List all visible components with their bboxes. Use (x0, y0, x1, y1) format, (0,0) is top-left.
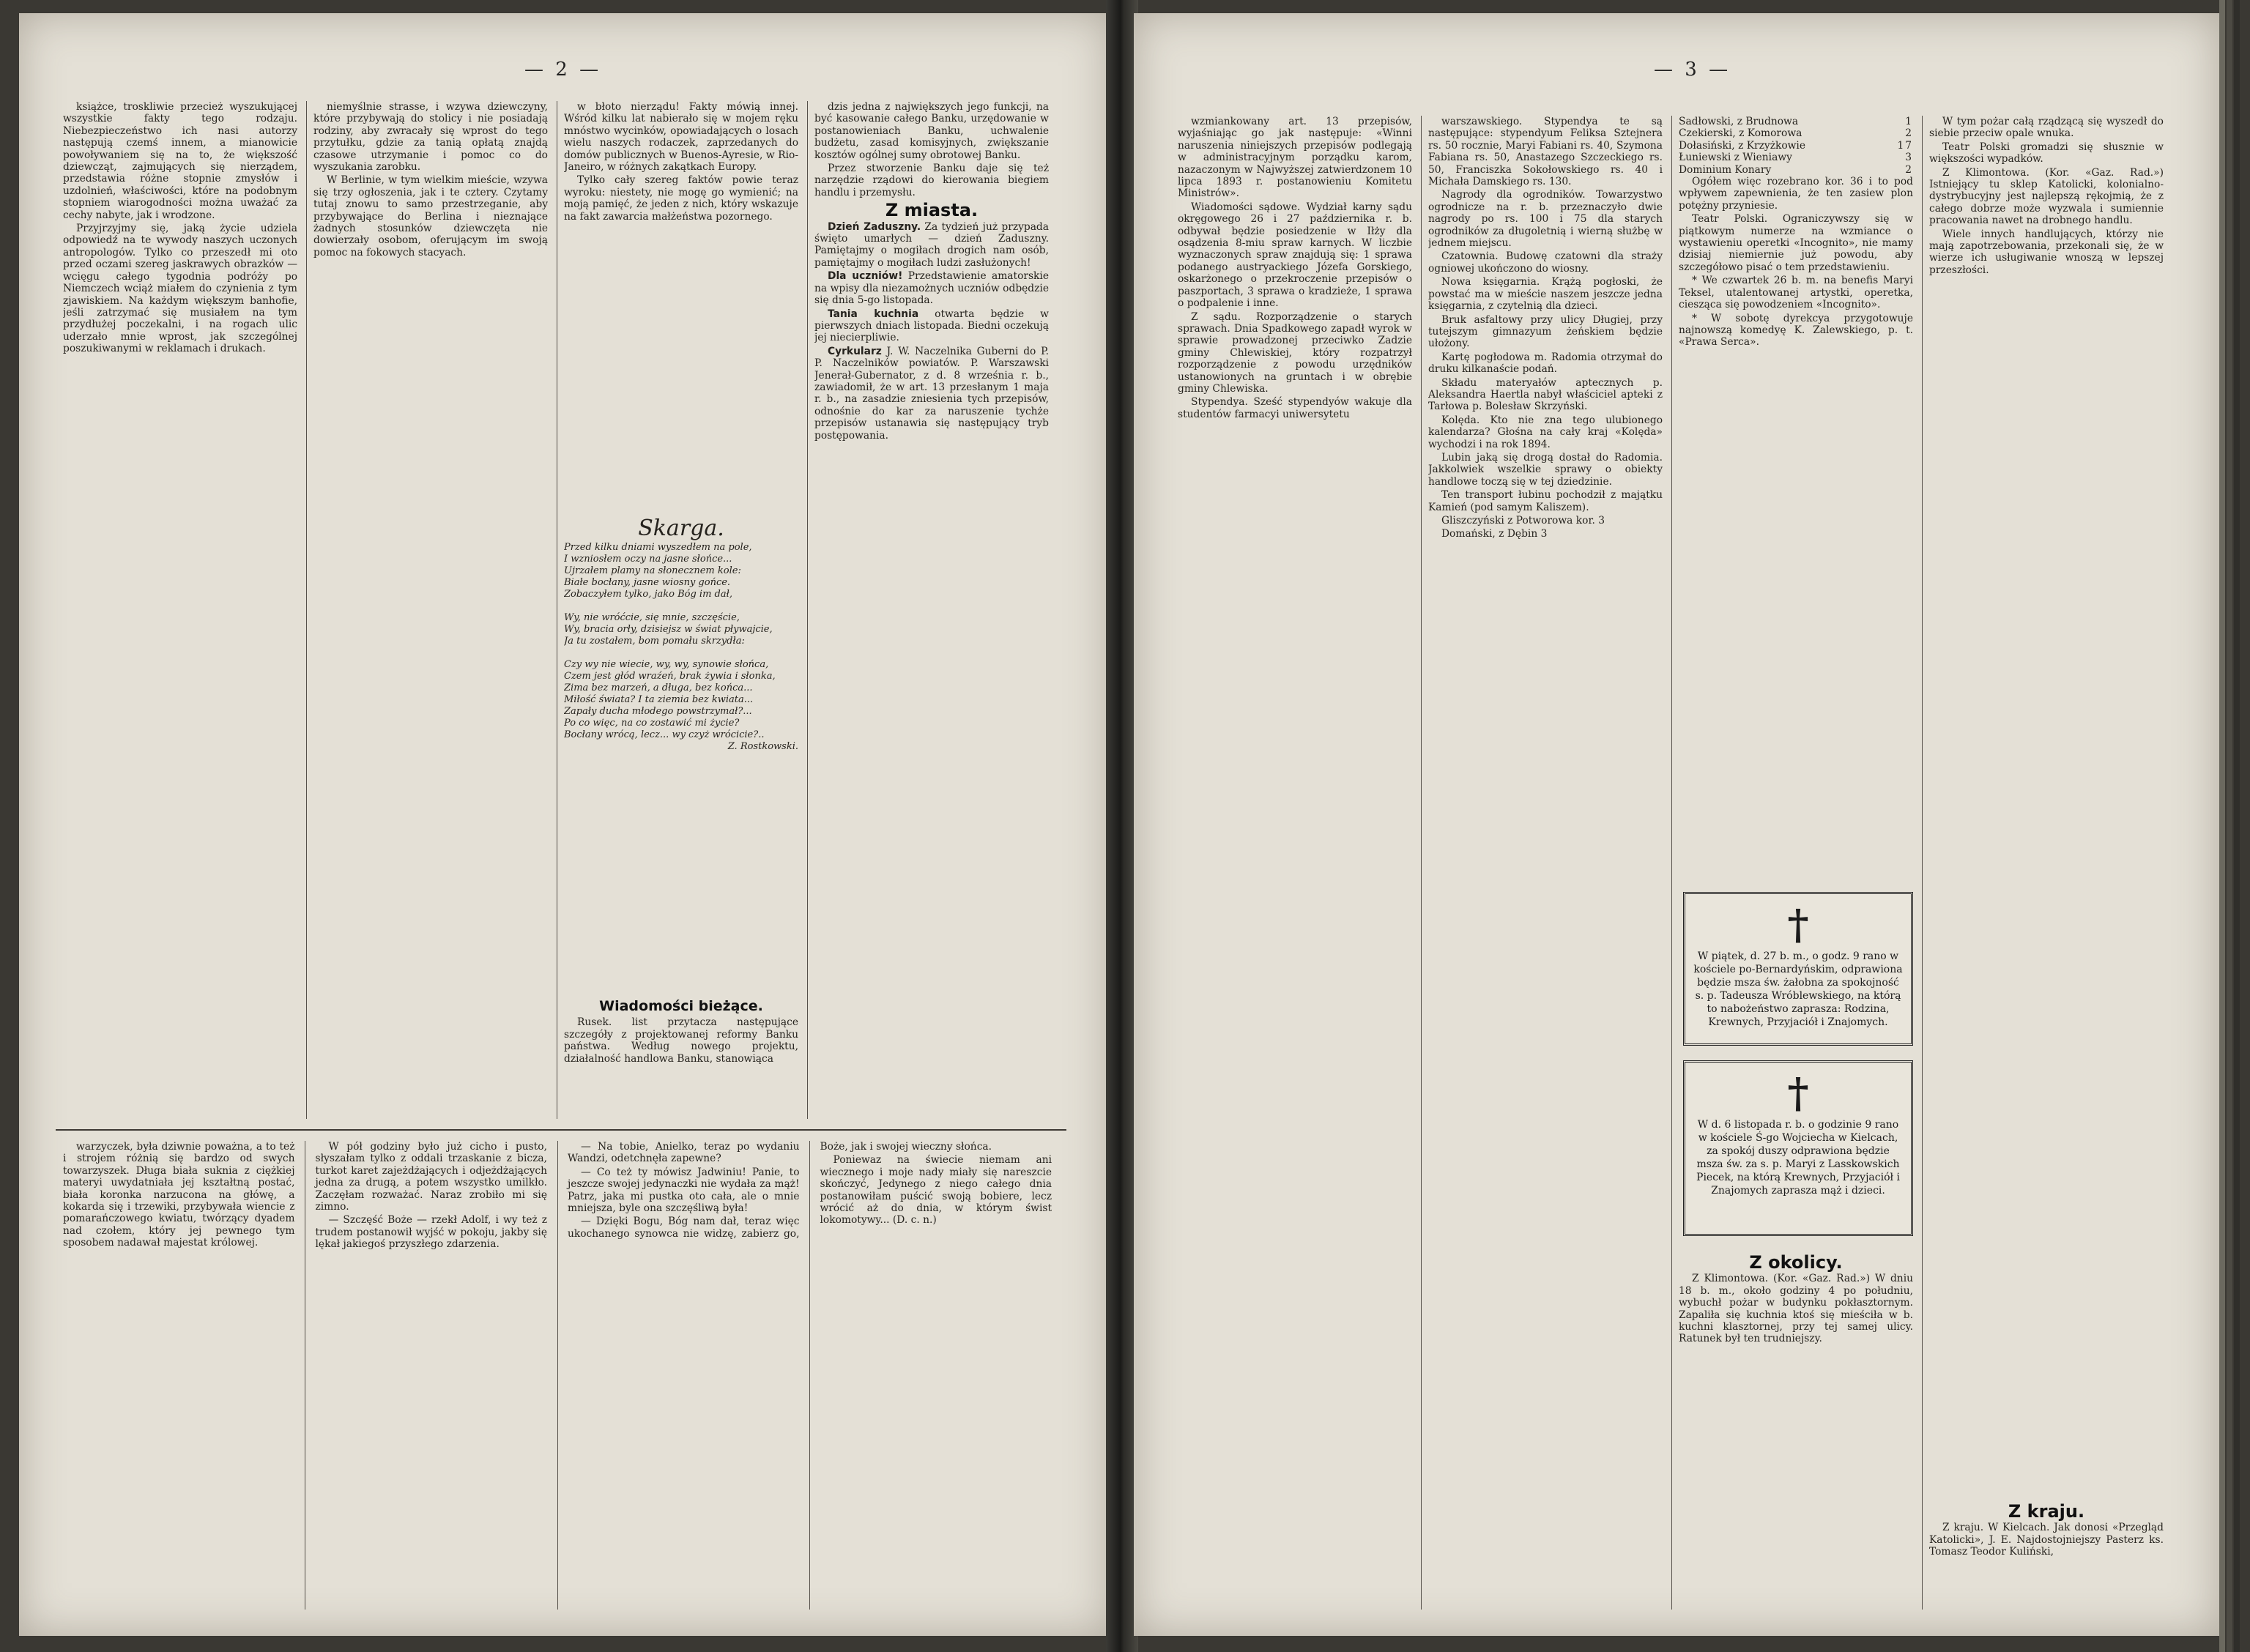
paragraph: książce, troskliwie przecież wyszukującej wszystkie fakty tego rodzaju. Niebezpieczeństwo ich nasi autorzy następują czemś innem, a mianowicie powoływaniem się na to, że większość dziewcząt, zajmujących się nierządem, przedstawia różne stopnie zmysłów i uzdolnień, właściwości, które na podobnym stopniem wiarogodności można uważać za cechy nabyte, jak i wrodzone. (63, 101, 297, 221)
column-rule (1922, 116, 1923, 1610)
paragraph: warzyczek, była dziwnie poważna, a to też i strojem różnią się bardzo od swych towarzyszek. Długa biała suknia z ciężkiej materyi uwydatniała jej kształtną postać, biała koronka narzucona na główę, a kokarda się i trzewiki, przybywała wiencie z pomarańczowego kwiatu, twórzący dyadem nad czołem, który jej pewnego tym sposobem nadawał majestat królowej. (63, 1141, 295, 1249)
notice-text: W d. 6 listopada r. b. o godzinie 9 rano w kościele Ś-go Wojciecha w Kielcach, za spokój duszy odprawiona będzie msza św. za s. p. Maryi z Lasskowskich Piecek, na którą Krewnych, Przyjaciół i Znajomych zaprasza mąż i dzieci. (1696, 1119, 1900, 1197)
paragraph: Tylko cały szereg faktów powie teraz wyroku: niestety, nie mogę go wymienić; na moją pamięć, że jeden z nich, który wskazuje na fakt zawarcia małżeństwa pozornego. (564, 174, 798, 223)
paragraph: Przez stworzenie Banku daje się też narzędzie rządowi do kierowania biegiem handlu i przemysłu. (814, 163, 1049, 198)
news-item-text: J. W. Naczelnika Guberni do P. P. Naczelników powiatów. P. Warszawski Jenerał-Gubernator, z d. 8 września r. b., zawiadomił, że w art. 13 przesłanym 1 maja r. b., na zasadzie zniesienia tych przepisów, odnośnie do kar za naruszenie tychże przepisów ustanawia się następujący tryb postępowania. (814, 345, 1049, 442)
news-item-text: Za tydzień już przypada święto umarłych — dzień Zaduszny. Pamiętajmy o mogiłach drogich nam osób, pamiętajmy o mogiłach ludzi zasłużonych! (814, 220, 1049, 269)
poem-author: Z. Rostkowski. (727, 741, 798, 752)
poem-line: Ja tu zostałem, bom pomału skrzydła: (564, 636, 745, 647)
column-rule (1421, 116, 1422, 1610)
news-item-title: Cyrkularz (828, 345, 882, 357)
right-column-3 (1679, 116, 1913, 877)
news-item (814, 346, 1049, 442)
page-number: — 3 — (1654, 59, 1731, 81)
paragraph: Lubin jaką się drogą dostał do Radomia. Jakkolwiek wszelkie sprawy o obiekty handlowe toczą się w tej dziedzinie. (1428, 451, 1663, 488)
section-heading: Z kraju. (2008, 1501, 2085, 1522)
paragraph: dzis jedna z największych jego funkcji, na być kasowanie całego Banku, urzędowanie w postanowieniach Banku, uchwalenie budżetu, zasad komisyjnych, zwiększanie kosztów ogólnej sumy obrotowej Banku. (814, 101, 1049, 161)
section-heading: Wiadomości bieżące. (599, 998, 763, 1014)
cross-icon: † (1787, 1069, 1809, 1117)
paragraph: — Dzięki Bogu, Bóg nam dał, teraz więc ukochanego synowca nie widzę, zabierz go, Boże, jak i swojej wieczny słońca. (568, 1141, 992, 1240)
news-item-title: Tania kuchnia (828, 308, 919, 320)
page-edge (2227, 0, 2232, 1652)
okolicy-section (1679, 1251, 1913, 1617)
poem-line: I wzniosłem oczy na jasne słońce... (564, 554, 732, 565)
column-rule (807, 101, 808, 1119)
cross-icon: † (1787, 901, 1809, 949)
left-column-1 (63, 101, 297, 1126)
paragraph: W pół godziny było już cicho i pusto, słyszałam tylko z oddali trzaskanie z bicza, turkot karet zajeżdżających i odjeżdżających jedna za drugą, a potem wszystko umilkło. Zaczęłam rozważać. Naraz zrobiło mi się zimno. (315, 1141, 547, 1213)
poem-line: Zima bez marzeń, a długa, bez końca... (564, 682, 753, 693)
left-column-3 (564, 101, 798, 511)
paragraph: Kolęda. Kto nie zna tego ulubionego kalendarza? Głośna na cały kraj «Kolęda» wychodzi i na rok 1894. (1428, 414, 1663, 450)
paragraph: Z Klimontowa. (Kor. «Gaz. Rad.») W dniu 18 b. m., około godziny 4 po południu, wybuchł pożar w budynku pokłasztornym. Zapaliła się kuchnia ktoś się mieściła w b. kuchni klasztornej, przy tej samej ulicy. Ratunek był ten trudniejszy. (1679, 1273, 1913, 1345)
poem-skarga (564, 518, 798, 987)
feuilleton-rule (56, 1129, 1066, 1131)
feuilleton-story (63, 1141, 1052, 1610)
page-edge (2219, 0, 2225, 1652)
paragraph: Przyjrzyjmy się, jaką życie udziela odpowiedź na te wywody naszych uczonych antropologów. Tylko co przeszedł mi oto przed oczami szereg jaskrawych obrazków — wcięgu całego tygodnia podróży po Niemczech wciąż miałem do czynienia z tym zjawiskiem. Na każdym większym banhofie, jeśli zatrzymać się musiałem na tym przydłużej poczekalni, i na rogach ulic uderzało mnie wprost, jak szczególnej poszukiwanymi w reklamach i drukach. (63, 223, 297, 355)
paragraph: Z Klimontowa. (Kor. «Gaz. Rad.») Istniejący tu sklep Katolicki, kolonialno-dystrybucyjny jest najlepszą rękojmią, że z całego dobrze może wyzwala i sumiennie pracowania nawet na drobnego handlu. (1929, 166, 2164, 227)
page-number: — 2 — (524, 59, 602, 81)
page-edge (2234, 0, 2240, 1652)
paragraph: Z sądu. Rozporządzenie o starych sprawach. Dnia Spadkowego zapadł wyrok w sprawie prowadzonej przeciwko Zadzie gminy Chlewiskiej, który rozpatrzył rozporządzenie z powodu urzędników ustanowionych na gruntach i w obrębie gminy Chlewiska. (1178, 310, 1412, 395)
right-column-1 (1178, 116, 1412, 1617)
paragraph: * W sobotę dyrekcya przygotowuje najnowszą komedyę K. Zalewskiego, p. t. «Prawa Serca». (1679, 312, 1913, 349)
poem-line: Miłość świata? I ta ziemia bez kwiata... (564, 694, 754, 705)
paragraph: Nagrody dla ogrodników. Towarzystwo ogrodnicze na r. b. przeznaczyło dwie nagrody po rs. 100 i 75 dla starych ogrodników za długoletnią i wierną służbę w jednem miejscu. (1428, 189, 1663, 250)
column-rule (306, 101, 307, 1119)
news-item-title: Dzień Zaduszny. (828, 220, 921, 233)
paragraph: Wiadomości sądowe. Wydział karny sądu okręgowego 26 i 27 października r. b. odbywał będzie posiedzenie w Iłży dla osądzenia 8-miu spraw karnych. W liczbie wyznaczonych spraw znajdują się: 1 sprawa podanego austryackiego Józefa Gorskiego, oskarżonego o przekroczenie przepisów o paszportach, 3 sprawa o kradzieże, 1 sprawa o podpalenie i inne. (1178, 201, 1412, 310)
paragraph: * We czwartek 26 b. m. na benefis Maryi Teksel, utalentowanej artystki, operetka, ciesząca się powodzeniem «Incognito». (1679, 275, 1913, 311)
poem-title: Skarga. (638, 518, 724, 541)
paragraph: Poniewaz na świecie niemam ani wiecznego i moje nady miały się nareszcie skończyć, Jedynego z niego całego dnia postanowiłam puścić swoją bobiere, lecz wrócić aż do dnia, w którym świst lokomotywy... (D. c. n.) (820, 1154, 1052, 1227)
section-heading: Z miasta. (885, 200, 979, 221)
paragraph: warszawskiego. Stypendya te są następujące: stypendyum Feliksa Sztejnera rs. 50 rocznie, Maryi Fabiani rs. 40, Szymona Fabiana rs. 50, Anastazego Szczeckiego rs. 50, Franciszka Sokołowskiego rs. 40 i Michała Damskiego rs. 130. (1428, 116, 1663, 188)
paragraph: Teatr Polski. Ograniczywszy się w piątkowym numerze na wzmiance o wystawieniu operetki «Incognito», nie mamy dzisiaj niemiernie już powodu, aby szczegółowo pisać o tem przedstawieniu. (1679, 213, 1913, 273)
notice-text: W piątek, d. 27 b. m., o godz. 9 rano w kościele po-Bernardyńskim, odprawiona będzie msza św. żałobna za spokojność s. p. Tadeusza Wróblewskiego, na którą to nabożeństwo zaprasza: Rodzina, Krewnych, Przyjaciół i Znajomych. (1693, 950, 1903, 1028)
poem-line: Bocłany wrócą, lecz... wy czyż wrócicie?.. (564, 729, 765, 740)
obituary-notice (1683, 1060, 1913, 1236)
news-item (814, 221, 1049, 269)
paragraph: Domański, z Dębin 3 (1441, 528, 1548, 540)
poem-line: Wy, nie wróćcie, się mnie, szczęście, (564, 612, 740, 623)
paragraph: Ten transport łubinu pochodził z majątku Kamień (pod samym Kaliszem). (1428, 489, 1663, 513)
poem-line: Zapały ducha młodego powstrzymał?... (564, 706, 752, 717)
news-item-text: Przedstawienie amatorskie na wpisy dla niezamożnych uczniów odbędzie się dnia 5-go listopada. (814, 270, 1049, 307)
paragraph: w błoto nierządu! Fakty mówią innej. Wśród kilku lat nabierało się w mojem ręku mnóstwo wycinków, opowiadających o losach wielu naszych rodaczek, zaprzedanych do domów publicznych w Buenos-Ayresie, w Rio-Janeiro, w różnych zakątkach Europy. (564, 101, 798, 174)
section-heading: Z okolicy. (1749, 1252, 1843, 1273)
paragraph: Nowa księgarnia. Krążą pogłoski, że powstać ma w mieście naszem jeszcze jedna księgarnia, z czytelnią dla dzieci. (1428, 276, 1663, 313)
news-item (814, 308, 1049, 344)
paragraph: Wiele innych handlujących, którzy nie mają zapotrzebowania, przekonali się, że w wierze ich usługiwanie wnoszą w lepszej przeszłości. (1929, 228, 2164, 276)
list-item: Sadłowski, z Brudnowa 1 (1679, 116, 1913, 127)
paragraph: Czatownia. Budowę czatowni dla straży ogniowej ukończono do wiosny. (1428, 250, 1663, 275)
paragraph: W tym pożar całą rządzącą się wyszedł do siebie przeciw opale wnuka. (1929, 116, 2164, 140)
right-page (1134, 13, 2219, 1636)
paragraph: Rusek. list przytacza następujące szczegóły z projektowanej reformy Banku państwa. Według nowego projektu, działalność handlowa Banku, stanowiąca (564, 1016, 798, 1065)
paragraph: Kartę pogłodowa m. Radomia otrzymał do druku kilkanaście podań. (1428, 351, 1663, 376)
list-item: Łuniewski z Wieniawy 3 (1679, 152, 1913, 164)
right-column-4 (1929, 116, 2164, 1492)
left-column-2 (313, 101, 548, 1126)
obituary-notice (1683, 892, 1913, 1046)
paragraph: Bruk asfaltowy przy ulicy Długiej, przy tutejszym gimnazyum żeńskiem będzie ułożony. (1428, 313, 1663, 350)
column-rule (1671, 116, 1672, 1610)
paragraph: wzmiankowany art. 13 przepisów, wyjaśniając go jak następuje: «Winni naruszenia niniejszych przepisów podlegają w administracyjnym porządku karom, nazaczonym w Najwyższej zatwierdzonem 10 lipca 1893 r. postanowieniu Komitetu Ministrów». (1178, 116, 1412, 200)
paragraph: niemyślnie strasse, i wzywa dziewczyny, które przybywają do stolicy i nie posiadają rodziny, aby zwracały się wprost do tego przytułku, gdzie za tanią opłatą znajdą czasowe utrzymanie i pomoc co do wyszukania zarobku. (313, 101, 548, 174)
paragraph: Gliszczyński z Potworowa kor. 3 (1441, 515, 1605, 527)
poem-line: Po co więc, na co zostawić mi życie? (564, 718, 740, 729)
paragraph: Składu materyałów aptecznych p. Aleksandra Haertla nabył właściciel apteki z Tarłowa p. Bolesław Skrzyński. (1428, 376, 1663, 413)
paragraph: Z kraju. W Kielcach. Jak donosi «Przegląd Katolicki», J. E. Najdostojniejszy Pasterz ks. Tomasz Teodor Kuliński, (1929, 1522, 2164, 1558)
poem-line: Czy wy nie wiecie, wy, wy, synowie słońca, (564, 659, 769, 670)
poem-line: Białe bocłany, jasne wiosny gońce. (564, 577, 731, 588)
left-column-4 (814, 101, 1049, 1126)
kraju-section (1929, 1500, 2164, 1617)
paragraph: Stypendya. Sześć stypendyów wakuje dla studentów farmacyi uniwersytetu (1178, 396, 1412, 420)
paragraph: W Berlinie, w tym wielkim mieście, wzywa się trzy ogłoszenia, jak i te cztery. Czytamy tutaj znowu to samo przestrzeganie, aby przybywające do Berlina i nieznające żadnych stosunków dziewczęta nie dowierzały osobom, oferującym im swoją pomoc na fokowych stacyach. (313, 174, 548, 258)
biezace-section (564, 994, 798, 1126)
list-item: Czekierski, z Komorowa 2 (1679, 127, 1913, 140)
paragraph: — Na tobie, Anielko, teraz po wydaniu Wandzi, odetchnęła zapewne? (568, 1141, 800, 1165)
paragraph: — Co też ty mówisz Jadwiniu! Panie, to jeszcze swojej jedynaczki nie wydała za mąż! Patrz, jaka mi pustka oto cała, ale o mnie mniejsza, byle ona szczęśliwą była! (568, 1166, 800, 1215)
news-item-title: Dla uczniów! (828, 270, 903, 283)
news-item (814, 270, 1049, 306)
left-page (19, 13, 1110, 1636)
poem-line: Ujrzałem plamy na słonecznem kole: (564, 565, 741, 576)
list-item: Dołasiński, z Krzyżkowie 17 (1679, 139, 1913, 152)
right-column-2 (1428, 116, 1663, 1617)
poem-line: Przed kilku dniami wyszedłem na pole, (564, 542, 752, 553)
poem-line: Czem jest głód wraźeń, brak żywia i słonka, (564, 671, 776, 682)
news-item-text: otwarta będzie w pierwszych dniach listopada. Biedni oczekują jej niecierpliwie. (814, 308, 1049, 344)
list-item: Dominium Konary 2 (1679, 163, 1913, 176)
paragraph: Teatr Polski gromadzi się słusznie w większości wypadków. (1929, 141, 2164, 165)
paragraph: — Szczęść Boże — rzekł Adolf, i wy też z trudem postanowił wyjść w pokoju, jakby się lękał jakiegoś przyszłego zdarzenia. (315, 1214, 547, 1251)
paragraph: Ogółem więc rozebrano kor. 36 i to pod wpływem zapewnienia, że ten zasiew plon potężny przyniesie. (1679, 176, 1913, 212)
poem-line: Wy, bracia orły, dzisiejsz w świat pływajcie, (564, 624, 773, 635)
poem-line: Zobaczyłem tylko, jako Bóg im dał, (564, 589, 732, 600)
